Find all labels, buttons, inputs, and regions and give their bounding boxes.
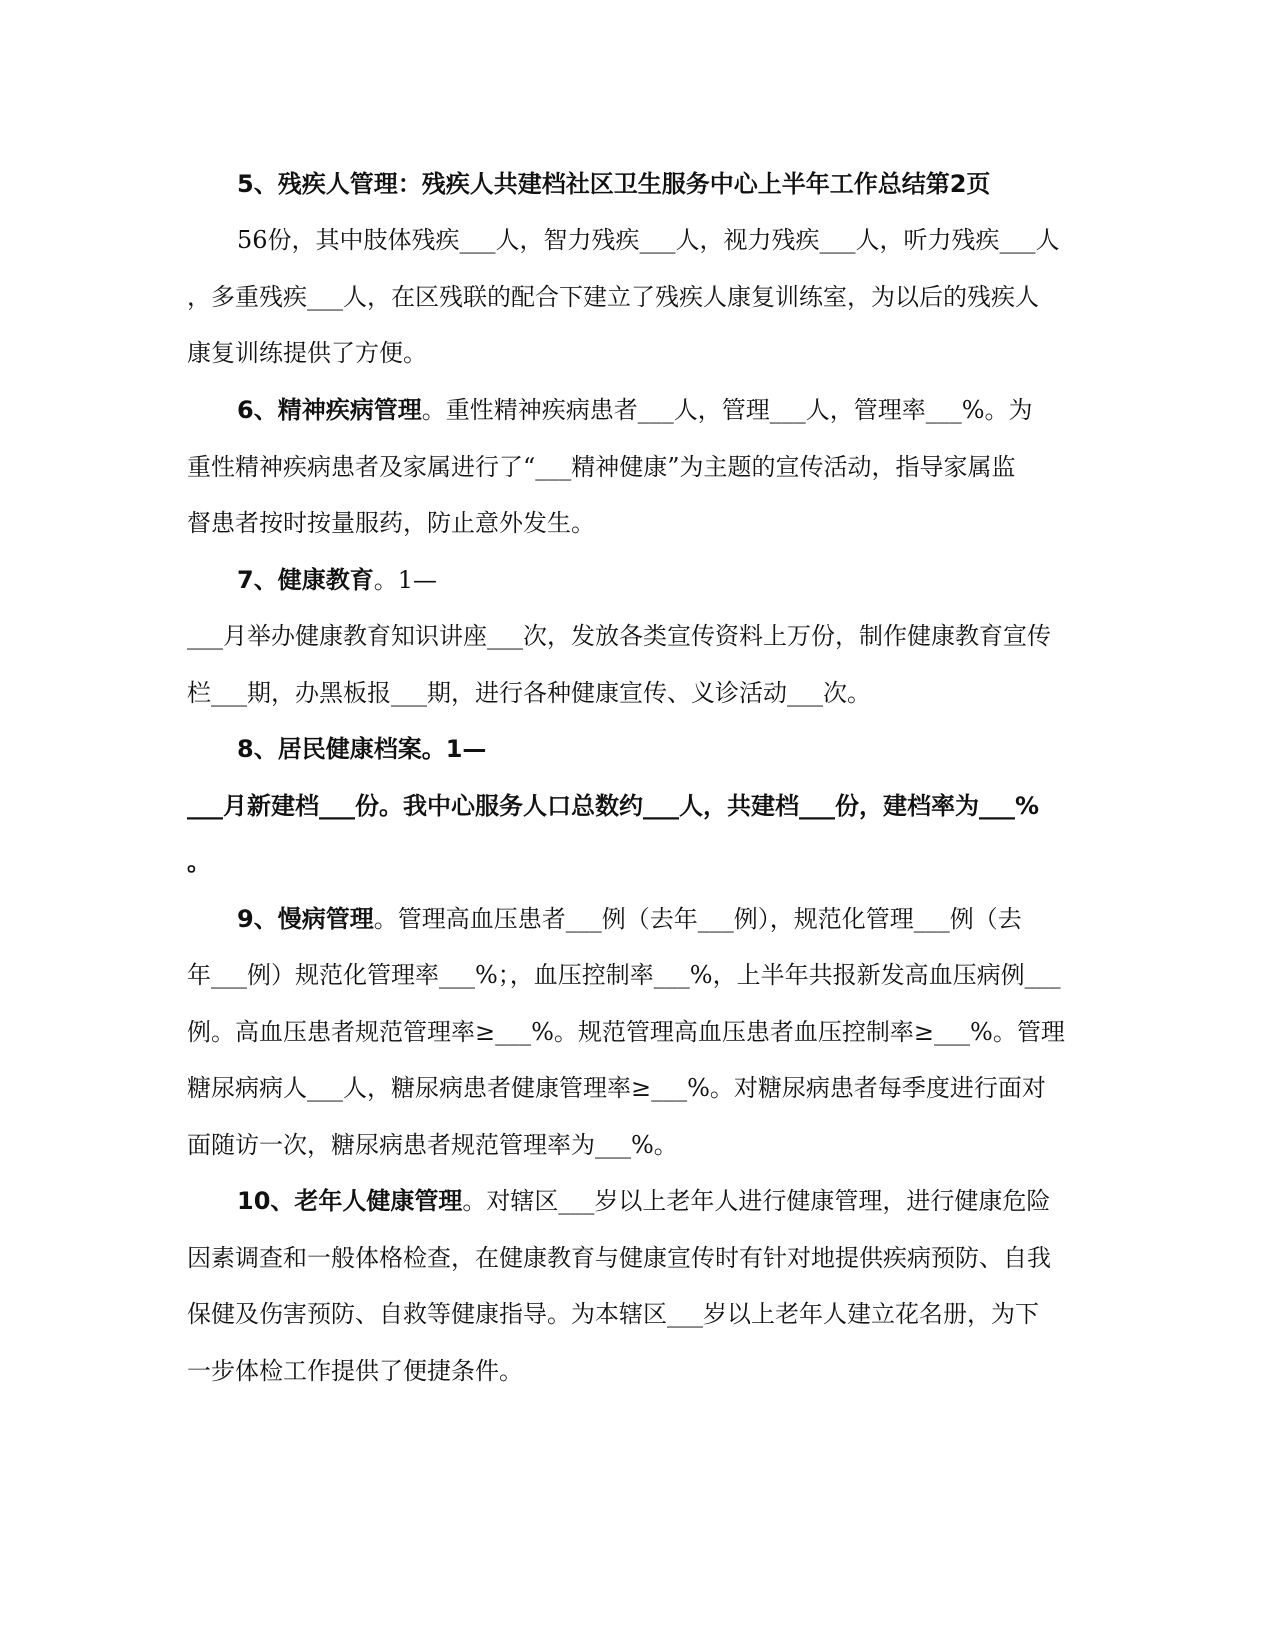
paragraph-text: 面随访一次，糖尿病患者规范管理率为___%。: [187, 1131, 678, 1159]
section-heading: 6、精神疾病管理: [237, 396, 422, 424]
section-6-line: [237, 394, 1087, 426]
section-7-line: [237, 564, 1087, 596]
paragraph-line: [187, 337, 1087, 369]
paragraph-text: 重性精神疾病患者及家属进行了“___精神健康”为主题的宣传活动，指导家属监: [187, 453, 1016, 481]
paragraph-line: [187, 1016, 1087, 1048]
paragraph-line: [187, 959, 1087, 991]
paragraph-text: 56份，其中肢体残疾___人，智力残疾___人，视力残疾___人，听力残疾___人: [237, 226, 1060, 254]
paragraph-text: 。管理高血压患者___例（去年___例），规范化管理___例（去: [373, 905, 1022, 933]
paragraph-text: 年___例）规范化管理率___%；，血压控制率___%，上半年共报新发高血压病例___: [187, 961, 1061, 989]
paragraph-text: 因素调查和一般体格检查，在健康教育与健康宣传时有针对地提供疾病预防、自我: [187, 1244, 1051, 1272]
paragraph-text: 督患者按时按量服药，防止意外发生。: [187, 509, 595, 537]
bold-text: ___月新建档___份。我中心服务人口总数约___人，共建档___份，建档率为___%: [187, 792, 1040, 820]
section-heading: 8、居民健康档案。1—: [237, 735, 487, 763]
paragraph-text: 。1—: [373, 566, 437, 594]
paragraph-line: [187, 507, 1087, 539]
section-9-line: [237, 903, 1087, 935]
paragraph-text: ___月举办健康教育知识讲座___次，发放各类宣传资料上万份，制作健康教育宣传: [187, 622, 1051, 650]
paragraph-line: [187, 1129, 1087, 1161]
paragraph-text: 栏___期，办黑板报___期，进行各种健康宣传、义诊活动___次。: [187, 679, 871, 707]
paragraph-text: 康复训练提供了方便。: [187, 339, 427, 367]
section-8-bold-line: [187, 790, 1087, 822]
paragraph-text: ，多重残疾___人，在区残联的配合下建立了残疾人康复训练室，为以后的残疾人: [187, 283, 1039, 311]
section-8-heading: [237, 733, 1087, 765]
paragraph-text: 例。高血压患者规范管理率≥___%。规范管理高血压患者血压控制率≥___%。管理: [187, 1018, 1065, 1046]
paragraph-line: [187, 281, 1087, 313]
paragraph-text: 糖尿病病人___人，糖尿病患者健康管理率≥___%。对糖尿病患者每季度进行面对: [187, 1074, 1046, 1102]
paragraph-line: [237, 224, 1087, 256]
paragraph-text: 保健及伤害预防、自救等健康指导。为本辖区___岁以上老年人建立花名册，为下: [187, 1300, 1039, 1328]
paragraph-line: [187, 451, 1087, 483]
paragraph-line: [187, 677, 1087, 709]
paragraph-line: [187, 1242, 1087, 1274]
section-8-bold-line: [187, 846, 1087, 878]
section-heading: 5、残疾人管理：残疾人共建档社区卫生服务中心上半年工作总结第2页: [237, 170, 991, 198]
section-10-line: [237, 1185, 1087, 1217]
paragraph-text: 。对辖区___岁以上老年人进行健康管理，进行健康危险: [462, 1187, 1051, 1215]
section-heading: 7、健康教育: [237, 566, 374, 594]
paragraph-text: 一步体检工作提供了便捷条件。: [187, 1357, 523, 1385]
section-heading: 10、老年人健康管理: [237, 1187, 463, 1215]
paragraph-text: 。重性精神疾病患者___人，管理___人，管理率___%。为: [421, 396, 1033, 424]
bold-text: 。: [187, 848, 211, 876]
paragraph-line: [187, 1355, 1087, 1387]
section-5-heading: [237, 168, 1087, 200]
section-heading: 9、慢病管理: [237, 905, 374, 933]
paragraph-line: [187, 1298, 1087, 1330]
paragraph-line: [187, 1072, 1087, 1104]
paragraph-line: [187, 620, 1087, 652]
